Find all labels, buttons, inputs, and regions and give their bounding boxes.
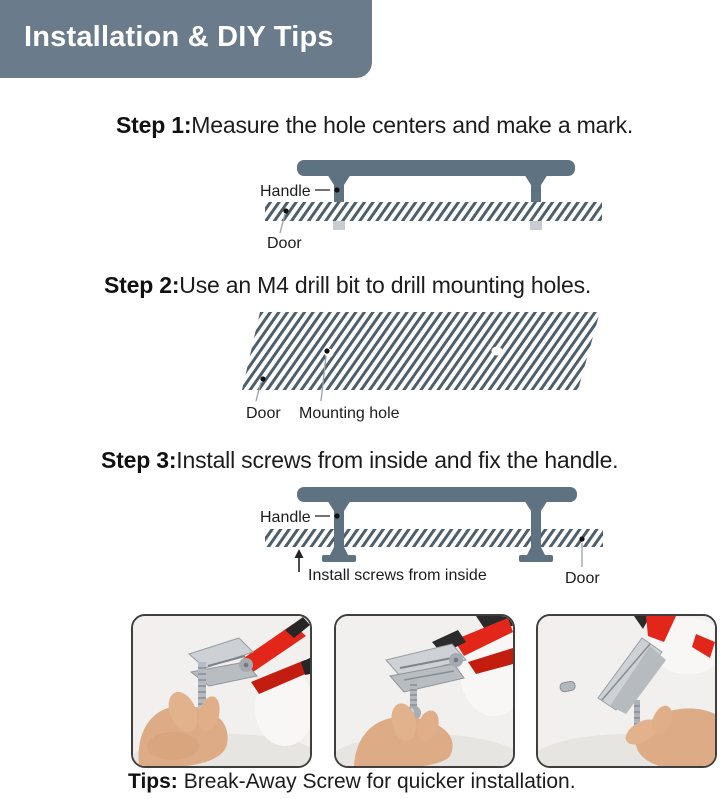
handle-label: Handle: [260, 509, 311, 526]
step-2-heading: [104, 272, 591, 299]
door-cross-section: [265, 202, 602, 221]
door-leader-dot: [579, 536, 584, 541]
handle-with-screws-shape: [297, 487, 577, 562]
door-cross-section: [265, 529, 603, 547]
photo-screw-tip-broken-away: [536, 614, 717, 768]
mounting-hole-2: [492, 347, 503, 356]
handle-leader-dot: [334, 187, 339, 192]
install-screws-label: Install screws from inside: [308, 567, 487, 584]
step-2-text: Use an M4 drill bit to drill mounting holes.: [179, 272, 592, 298]
photo-3-illustration: [538, 616, 715, 766]
door-leader-dot: [283, 208, 288, 213]
diagram-step-1-mark-holes: [250, 152, 618, 252]
door-label: Door: [565, 570, 600, 587]
screw-head-left: [322, 555, 356, 562]
tips-text: Break-Away Screw for quicker installation.: [183, 770, 576, 793]
photo-1-illustration: [133, 616, 310, 766]
mark-right: [530, 221, 542, 230]
step-3-heading: [101, 447, 618, 474]
photo-pliers-twist-screw: [334, 614, 515, 768]
photo-pliers-grip-screw: [131, 614, 312, 768]
banner: [0, 0, 372, 78]
door-leader-dot: [260, 376, 265, 381]
door-label: Door: [267, 235, 302, 252]
diagram-step-2-drill-holes: [225, 298, 620, 428]
step-1-heading: [116, 112, 633, 139]
tips-line: [128, 770, 576, 794]
step-3-text: Install screws from inside and fix the handle.: [176, 447, 619, 473]
mounting-hole-label: Mounting hole: [299, 405, 400, 422]
step-1-label: Step 1:: [116, 112, 192, 138]
door-label: Door: [246, 405, 281, 422]
step-3-label: Step 3:: [101, 447, 177, 473]
photo-2-illustration: [336, 616, 513, 766]
mark-left: [333, 221, 345, 230]
page-title: Installation & DIY Tips: [24, 21, 334, 53]
door-panel: [242, 312, 600, 390]
mounting-hole-leader-dot: [324, 348, 329, 353]
handle-leader-dot: [334, 513, 339, 518]
up-arrow-icon: [295, 549, 304, 572]
tips-label: Tips:: [128, 770, 178, 793]
step-2-label: Step 2:: [104, 272, 180, 298]
step-1-text: Measure the hole centers and make a mark.: [191, 112, 634, 138]
handle-label: Handle: [260, 183, 311, 200]
handle-shape: [297, 160, 575, 202]
screw-head-right: [519, 555, 553, 562]
diagram-step-3-install-screws: [250, 478, 618, 593]
